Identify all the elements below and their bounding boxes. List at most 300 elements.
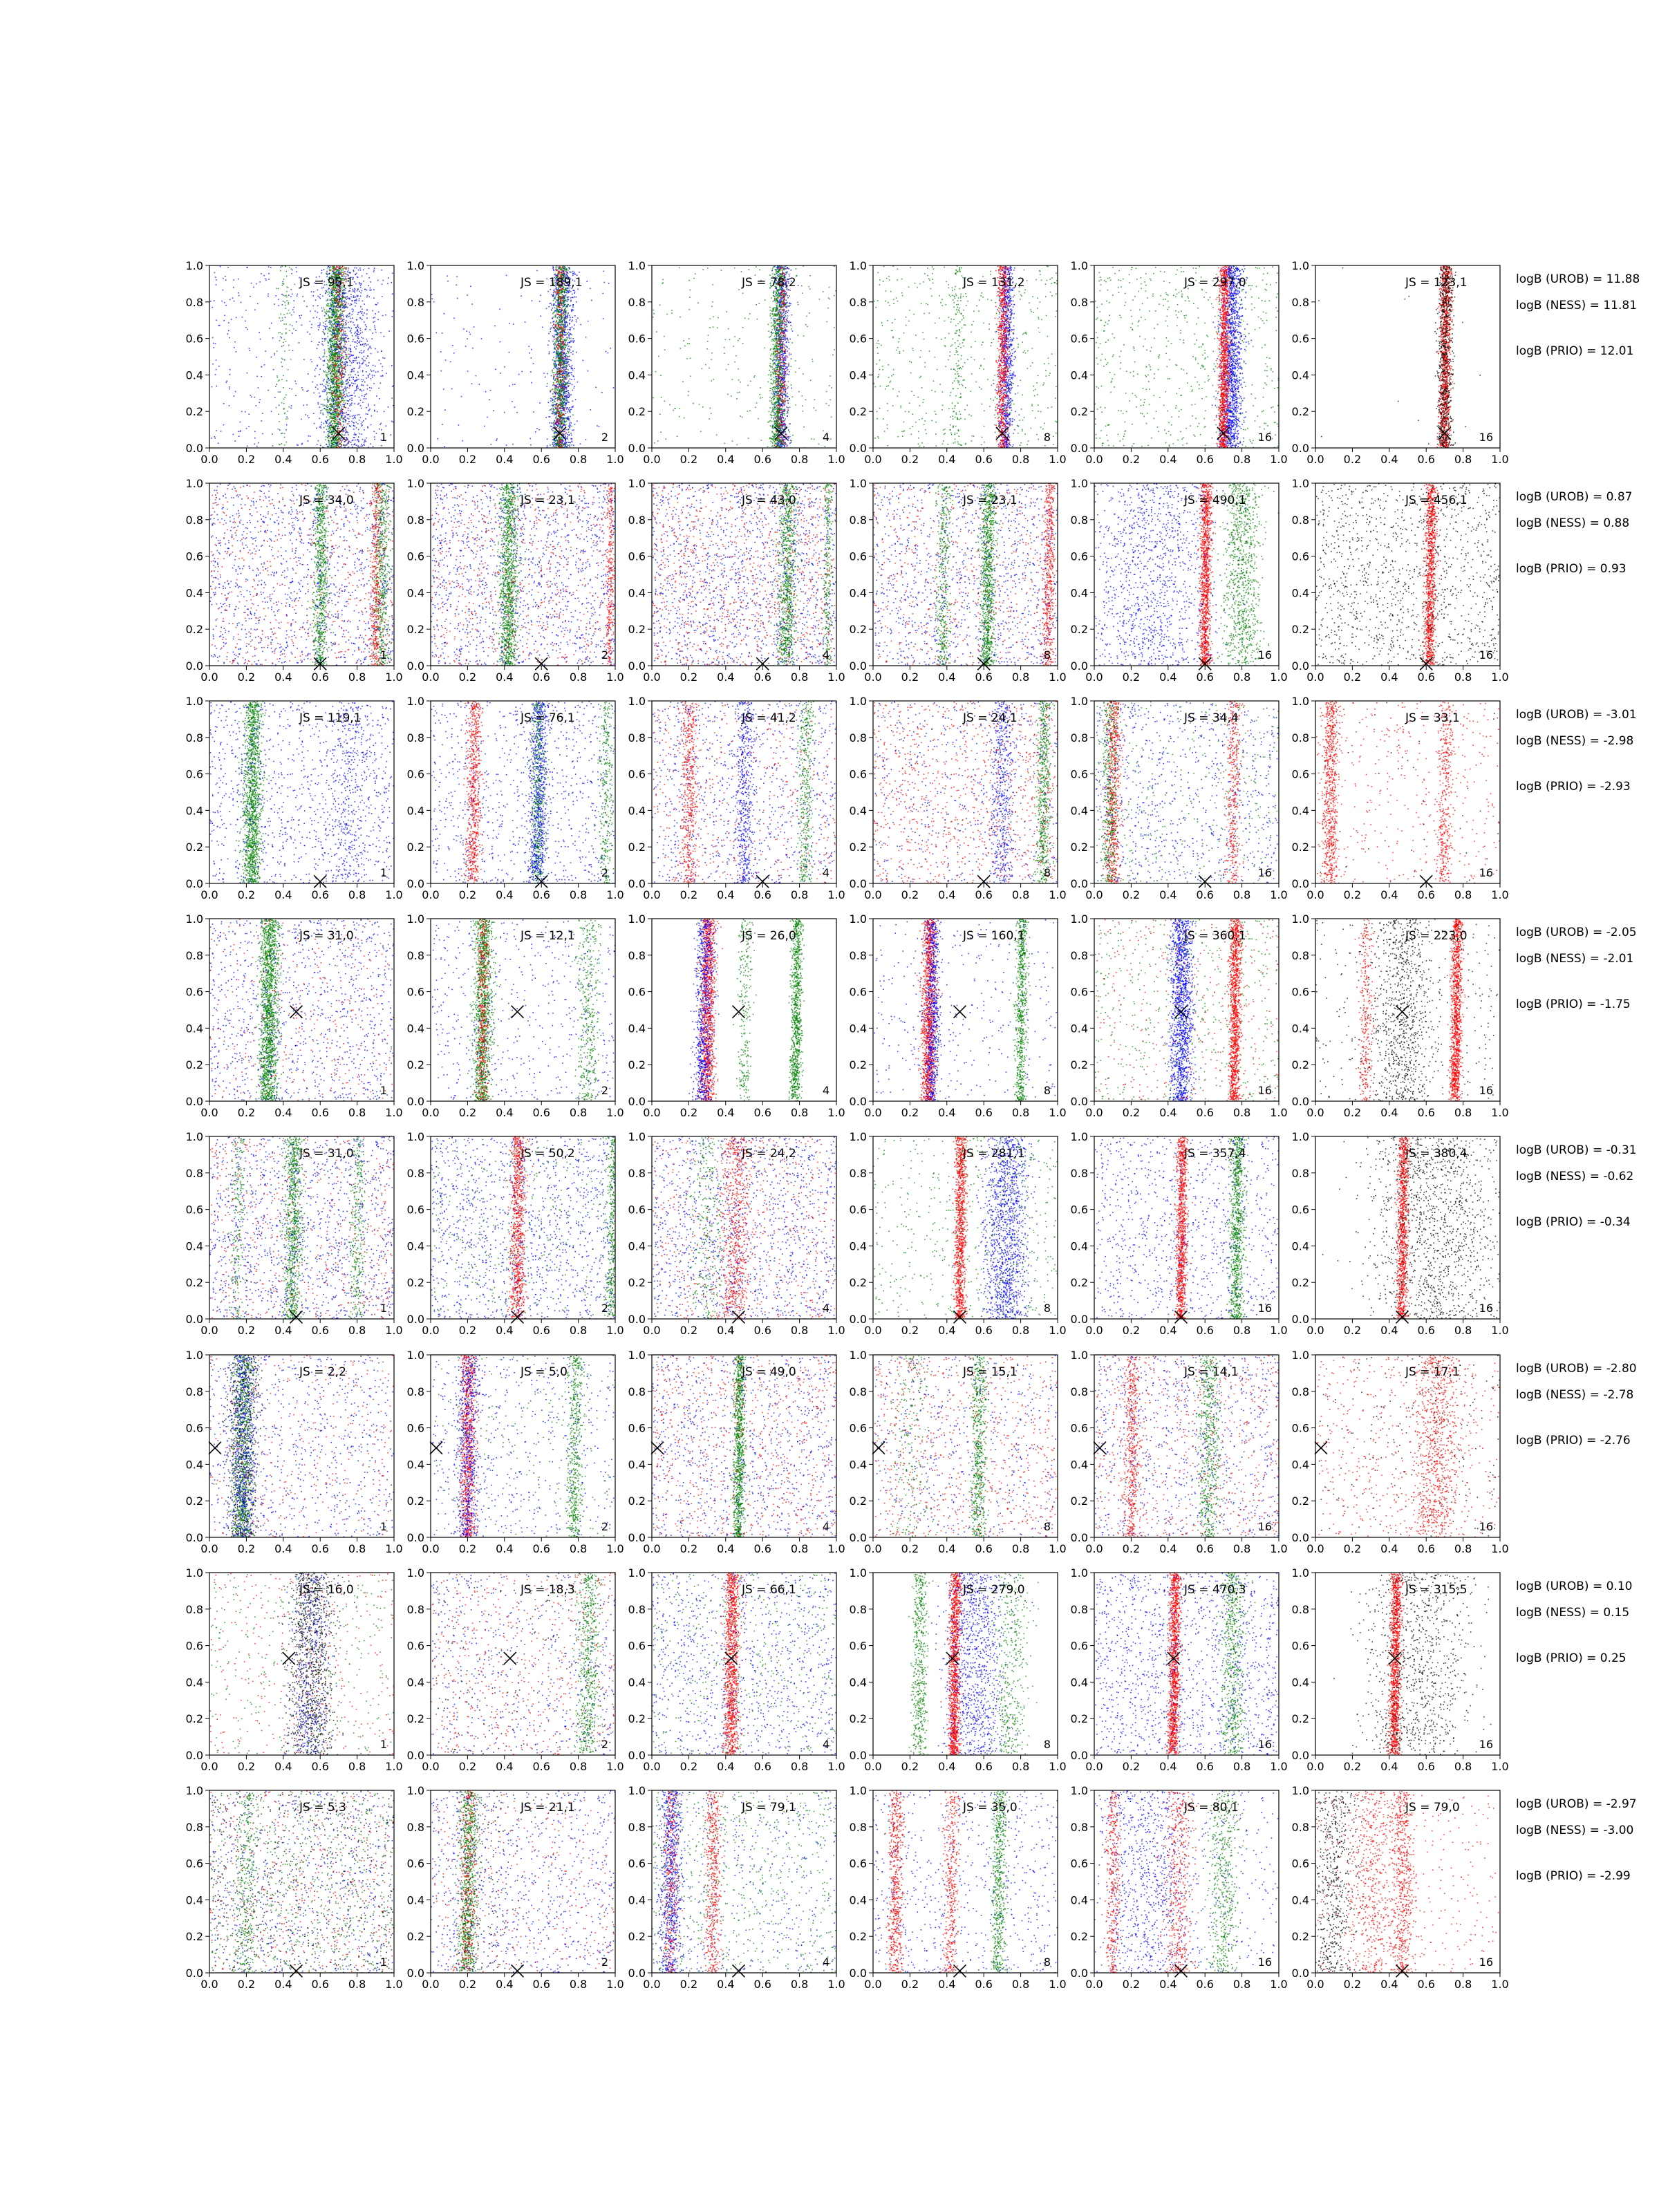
point	[288, 345, 290, 346]
point	[319, 357, 320, 359]
point	[337, 324, 338, 326]
point	[330, 323, 331, 324]
point	[333, 398, 335, 400]
point	[245, 411, 246, 413]
point	[565, 446, 566, 447]
point	[550, 409, 552, 411]
point	[348, 322, 349, 324]
point	[572, 370, 574, 371]
point	[352, 440, 353, 442]
point	[330, 424, 332, 426]
point	[360, 405, 362, 406]
point	[334, 375, 335, 376]
point	[234, 341, 236, 343]
js-label: JS = 95,1	[299, 276, 354, 290]
point	[342, 308, 344, 309]
point	[569, 442, 570, 443]
point	[346, 359, 347, 360]
point	[353, 360, 355, 362]
point	[262, 433, 263, 435]
point	[283, 387, 284, 388]
point	[569, 427, 570, 429]
point	[334, 347, 335, 348]
point	[341, 355, 343, 357]
point	[336, 391, 337, 393]
point	[333, 269, 335, 270]
point	[363, 385, 364, 386]
point	[328, 414, 329, 415]
point	[337, 272, 339, 274]
point	[333, 340, 335, 341]
point	[333, 315, 335, 317]
point	[328, 294, 329, 295]
point	[344, 413, 346, 414]
point	[354, 281, 355, 283]
point	[283, 301, 284, 302]
point	[337, 384, 339, 385]
point	[572, 273, 574, 274]
point	[573, 341, 574, 343]
point	[346, 324, 347, 325]
point	[350, 355, 351, 357]
point	[355, 299, 357, 301]
point	[358, 379, 359, 380]
point	[556, 416, 558, 418]
point	[332, 406, 333, 408]
point	[350, 330, 351, 332]
point	[335, 417, 336, 418]
point	[268, 279, 270, 280]
point	[339, 399, 341, 400]
point	[338, 410, 339, 411]
point	[381, 350, 382, 352]
point	[554, 308, 556, 309]
point	[331, 304, 332, 306]
point	[330, 368, 331, 370]
point	[344, 350, 346, 352]
point	[565, 378, 567, 379]
point	[573, 429, 574, 431]
point	[319, 374, 320, 375]
point	[352, 308, 353, 310]
point	[346, 414, 348, 415]
point	[334, 361, 335, 362]
point	[337, 328, 338, 329]
point	[339, 328, 341, 329]
point	[334, 390, 335, 391]
point	[292, 350, 294, 351]
point	[346, 395, 348, 397]
point	[552, 400, 554, 402]
point	[301, 444, 303, 445]
point	[346, 316, 348, 317]
point	[563, 410, 564, 411]
point	[355, 302, 356, 303]
point	[364, 442, 365, 444]
point	[386, 425, 387, 427]
point	[280, 391, 281, 393]
point	[329, 312, 330, 313]
point	[364, 440, 366, 442]
point	[338, 379, 339, 380]
point	[349, 316, 350, 317]
point	[332, 298, 333, 299]
point	[339, 390, 341, 391]
point	[332, 351, 333, 353]
point	[312, 306, 314, 307]
point	[359, 363, 361, 364]
point	[565, 429, 566, 431]
point	[294, 381, 296, 382]
point	[379, 359, 380, 361]
point	[357, 388, 358, 390]
point	[333, 415, 335, 417]
point	[325, 439, 326, 440]
point	[326, 388, 328, 389]
point	[278, 288, 279, 290]
point	[330, 306, 332, 308]
point	[331, 353, 332, 355]
point	[550, 426, 552, 427]
point	[326, 422, 328, 424]
point	[335, 300, 336, 301]
point	[326, 426, 327, 427]
point	[570, 424, 571, 426]
point	[384, 357, 386, 359]
point	[338, 346, 339, 347]
point	[374, 268, 375, 269]
point	[330, 340, 331, 341]
point	[278, 381, 279, 382]
point	[283, 345, 284, 346]
point	[344, 308, 345, 309]
point	[333, 333, 335, 335]
point	[216, 359, 217, 361]
point	[330, 328, 332, 329]
point	[577, 420, 578, 422]
point	[344, 341, 346, 343]
point	[299, 342, 300, 344]
point	[373, 371, 375, 372]
point	[254, 309, 256, 310]
point	[556, 407, 558, 409]
point	[328, 435, 329, 437]
point	[324, 391, 325, 393]
point	[351, 397, 353, 399]
point	[328, 378, 330, 379]
point	[345, 402, 346, 404]
point	[325, 386, 326, 387]
point	[550, 401, 552, 402]
point	[326, 429, 328, 431]
point	[261, 273, 262, 274]
point	[565, 372, 567, 373]
point	[346, 320, 347, 321]
point	[310, 311, 311, 312]
point	[330, 416, 332, 418]
point	[374, 321, 375, 322]
point	[332, 397, 333, 398]
point	[391, 397, 393, 399]
point	[308, 373, 309, 375]
point	[323, 405, 324, 406]
point	[344, 301, 346, 302]
point	[319, 298, 321, 299]
point	[227, 381, 228, 382]
point	[265, 350, 267, 352]
point	[283, 283, 284, 285]
point	[335, 332, 337, 334]
point	[322, 341, 324, 342]
point	[379, 398, 380, 400]
point	[254, 444, 256, 445]
point	[566, 438, 568, 439]
point	[339, 380, 340, 382]
point	[335, 364, 336, 366]
point	[331, 440, 332, 442]
point	[301, 419, 302, 420]
point	[335, 290, 337, 292]
point	[331, 410, 332, 411]
point	[552, 442, 554, 444]
point	[346, 348, 348, 350]
point	[303, 359, 305, 360]
point	[327, 303, 328, 304]
point	[341, 377, 342, 378]
point	[328, 318, 330, 319]
point	[368, 377, 369, 378]
point	[284, 295, 285, 297]
point	[348, 442, 350, 443]
point	[568, 299, 569, 300]
point	[335, 294, 337, 295]
point	[328, 433, 330, 435]
point	[364, 350, 365, 352]
point	[214, 436, 216, 438]
point	[570, 297, 572, 299]
point	[330, 414, 332, 415]
point	[341, 438, 343, 439]
point	[555, 329, 556, 330]
point	[570, 395, 571, 396]
point	[346, 431, 348, 433]
point	[348, 432, 349, 433]
point	[570, 383, 571, 384]
point	[564, 325, 565, 326]
point	[380, 375, 382, 377]
point	[572, 317, 574, 318]
point	[331, 317, 332, 319]
point	[334, 371, 335, 372]
point	[344, 352, 346, 353]
point	[341, 380, 343, 382]
point	[366, 341, 368, 342]
point	[346, 335, 348, 337]
point	[364, 394, 366, 395]
point	[365, 324, 366, 326]
point	[348, 410, 349, 411]
point	[346, 268, 348, 269]
point	[551, 429, 552, 431]
point	[329, 392, 330, 393]
point	[568, 442, 570, 443]
point	[564, 331, 565, 332]
point	[221, 301, 223, 302]
point	[338, 388, 339, 390]
point	[340, 290, 341, 291]
point	[331, 431, 332, 432]
point	[570, 291, 572, 292]
point	[362, 439, 364, 440]
point	[328, 411, 329, 412]
point	[342, 362, 344, 364]
point	[367, 427, 368, 428]
point	[347, 271, 348, 272]
point	[574, 297, 575, 298]
point	[314, 423, 315, 424]
point	[346, 307, 347, 308]
point	[268, 296, 269, 297]
point	[223, 403, 225, 404]
point	[360, 344, 362, 346]
point	[337, 355, 338, 357]
point	[324, 389, 325, 391]
point	[329, 430, 330, 431]
point	[565, 436, 566, 438]
point	[278, 299, 279, 300]
point	[331, 400, 332, 402]
point	[321, 424, 322, 426]
point	[214, 272, 216, 274]
point	[317, 348, 318, 349]
point	[337, 342, 338, 344]
point	[555, 301, 556, 303]
point	[351, 314, 353, 315]
point	[258, 442, 259, 444]
point	[332, 268, 333, 269]
point	[567, 400, 568, 402]
point	[333, 382, 335, 383]
point	[310, 359, 312, 361]
point	[337, 404, 339, 405]
point	[343, 424, 344, 426]
point	[285, 305, 286, 306]
point	[335, 397, 337, 399]
point	[332, 343, 333, 344]
point	[339, 321, 341, 323]
point	[317, 384, 318, 386]
point	[574, 290, 575, 291]
point	[573, 310, 574, 311]
x-tick-label: 0.2	[238, 453, 255, 466]
point	[552, 294, 553, 296]
point	[374, 436, 375, 438]
point	[334, 349, 335, 350]
point	[554, 274, 556, 275]
point	[329, 292, 330, 294]
point	[367, 385, 368, 386]
point	[571, 444, 572, 446]
point	[569, 407, 570, 409]
point	[574, 274, 575, 275]
point	[565, 373, 566, 375]
point	[363, 444, 364, 446]
point	[565, 445, 566, 447]
point	[359, 366, 361, 367]
point	[359, 300, 360, 301]
point	[559, 304, 560, 306]
point	[326, 404, 328, 406]
point	[352, 300, 353, 301]
point	[332, 294, 334, 296]
point	[336, 399, 337, 400]
point	[339, 330, 341, 332]
point	[341, 386, 343, 387]
point	[353, 425, 355, 427]
point	[341, 415, 342, 417]
point	[330, 299, 331, 301]
point	[571, 379, 572, 380]
point	[570, 346, 572, 348]
point	[551, 375, 552, 377]
point	[366, 438, 367, 439]
point	[233, 279, 234, 281]
point	[330, 427, 331, 429]
point	[362, 290, 363, 292]
point	[340, 393, 341, 394]
point	[307, 332, 308, 333]
point	[341, 375, 342, 377]
point	[556, 414, 558, 415]
point	[341, 418, 342, 419]
point	[332, 271, 333, 272]
point	[348, 268, 349, 269]
point	[352, 385, 353, 386]
point	[326, 318, 327, 319]
point	[342, 409, 344, 410]
point	[297, 295, 298, 297]
point	[347, 298, 348, 299]
point	[240, 431, 241, 432]
point	[375, 328, 376, 329]
point	[355, 348, 357, 350]
point	[344, 406, 345, 408]
point	[332, 446, 333, 447]
point	[573, 444, 574, 446]
point	[362, 332, 363, 333]
point	[335, 274, 337, 275]
point	[345, 354, 346, 355]
point	[570, 416, 571, 418]
point	[341, 329, 342, 330]
point	[334, 306, 335, 308]
point	[368, 427, 369, 429]
point	[295, 395, 297, 396]
point	[333, 319, 335, 320]
point	[290, 289, 292, 290]
point	[274, 355, 275, 356]
x-tick-label: 0.4	[274, 453, 292, 466]
point	[341, 296, 342, 297]
point	[311, 291, 312, 292]
point	[337, 401, 339, 402]
point	[553, 446, 554, 447]
point	[564, 324, 565, 325]
point	[317, 312, 319, 313]
point	[571, 406, 572, 408]
point	[341, 440, 343, 441]
point	[331, 393, 332, 394]
